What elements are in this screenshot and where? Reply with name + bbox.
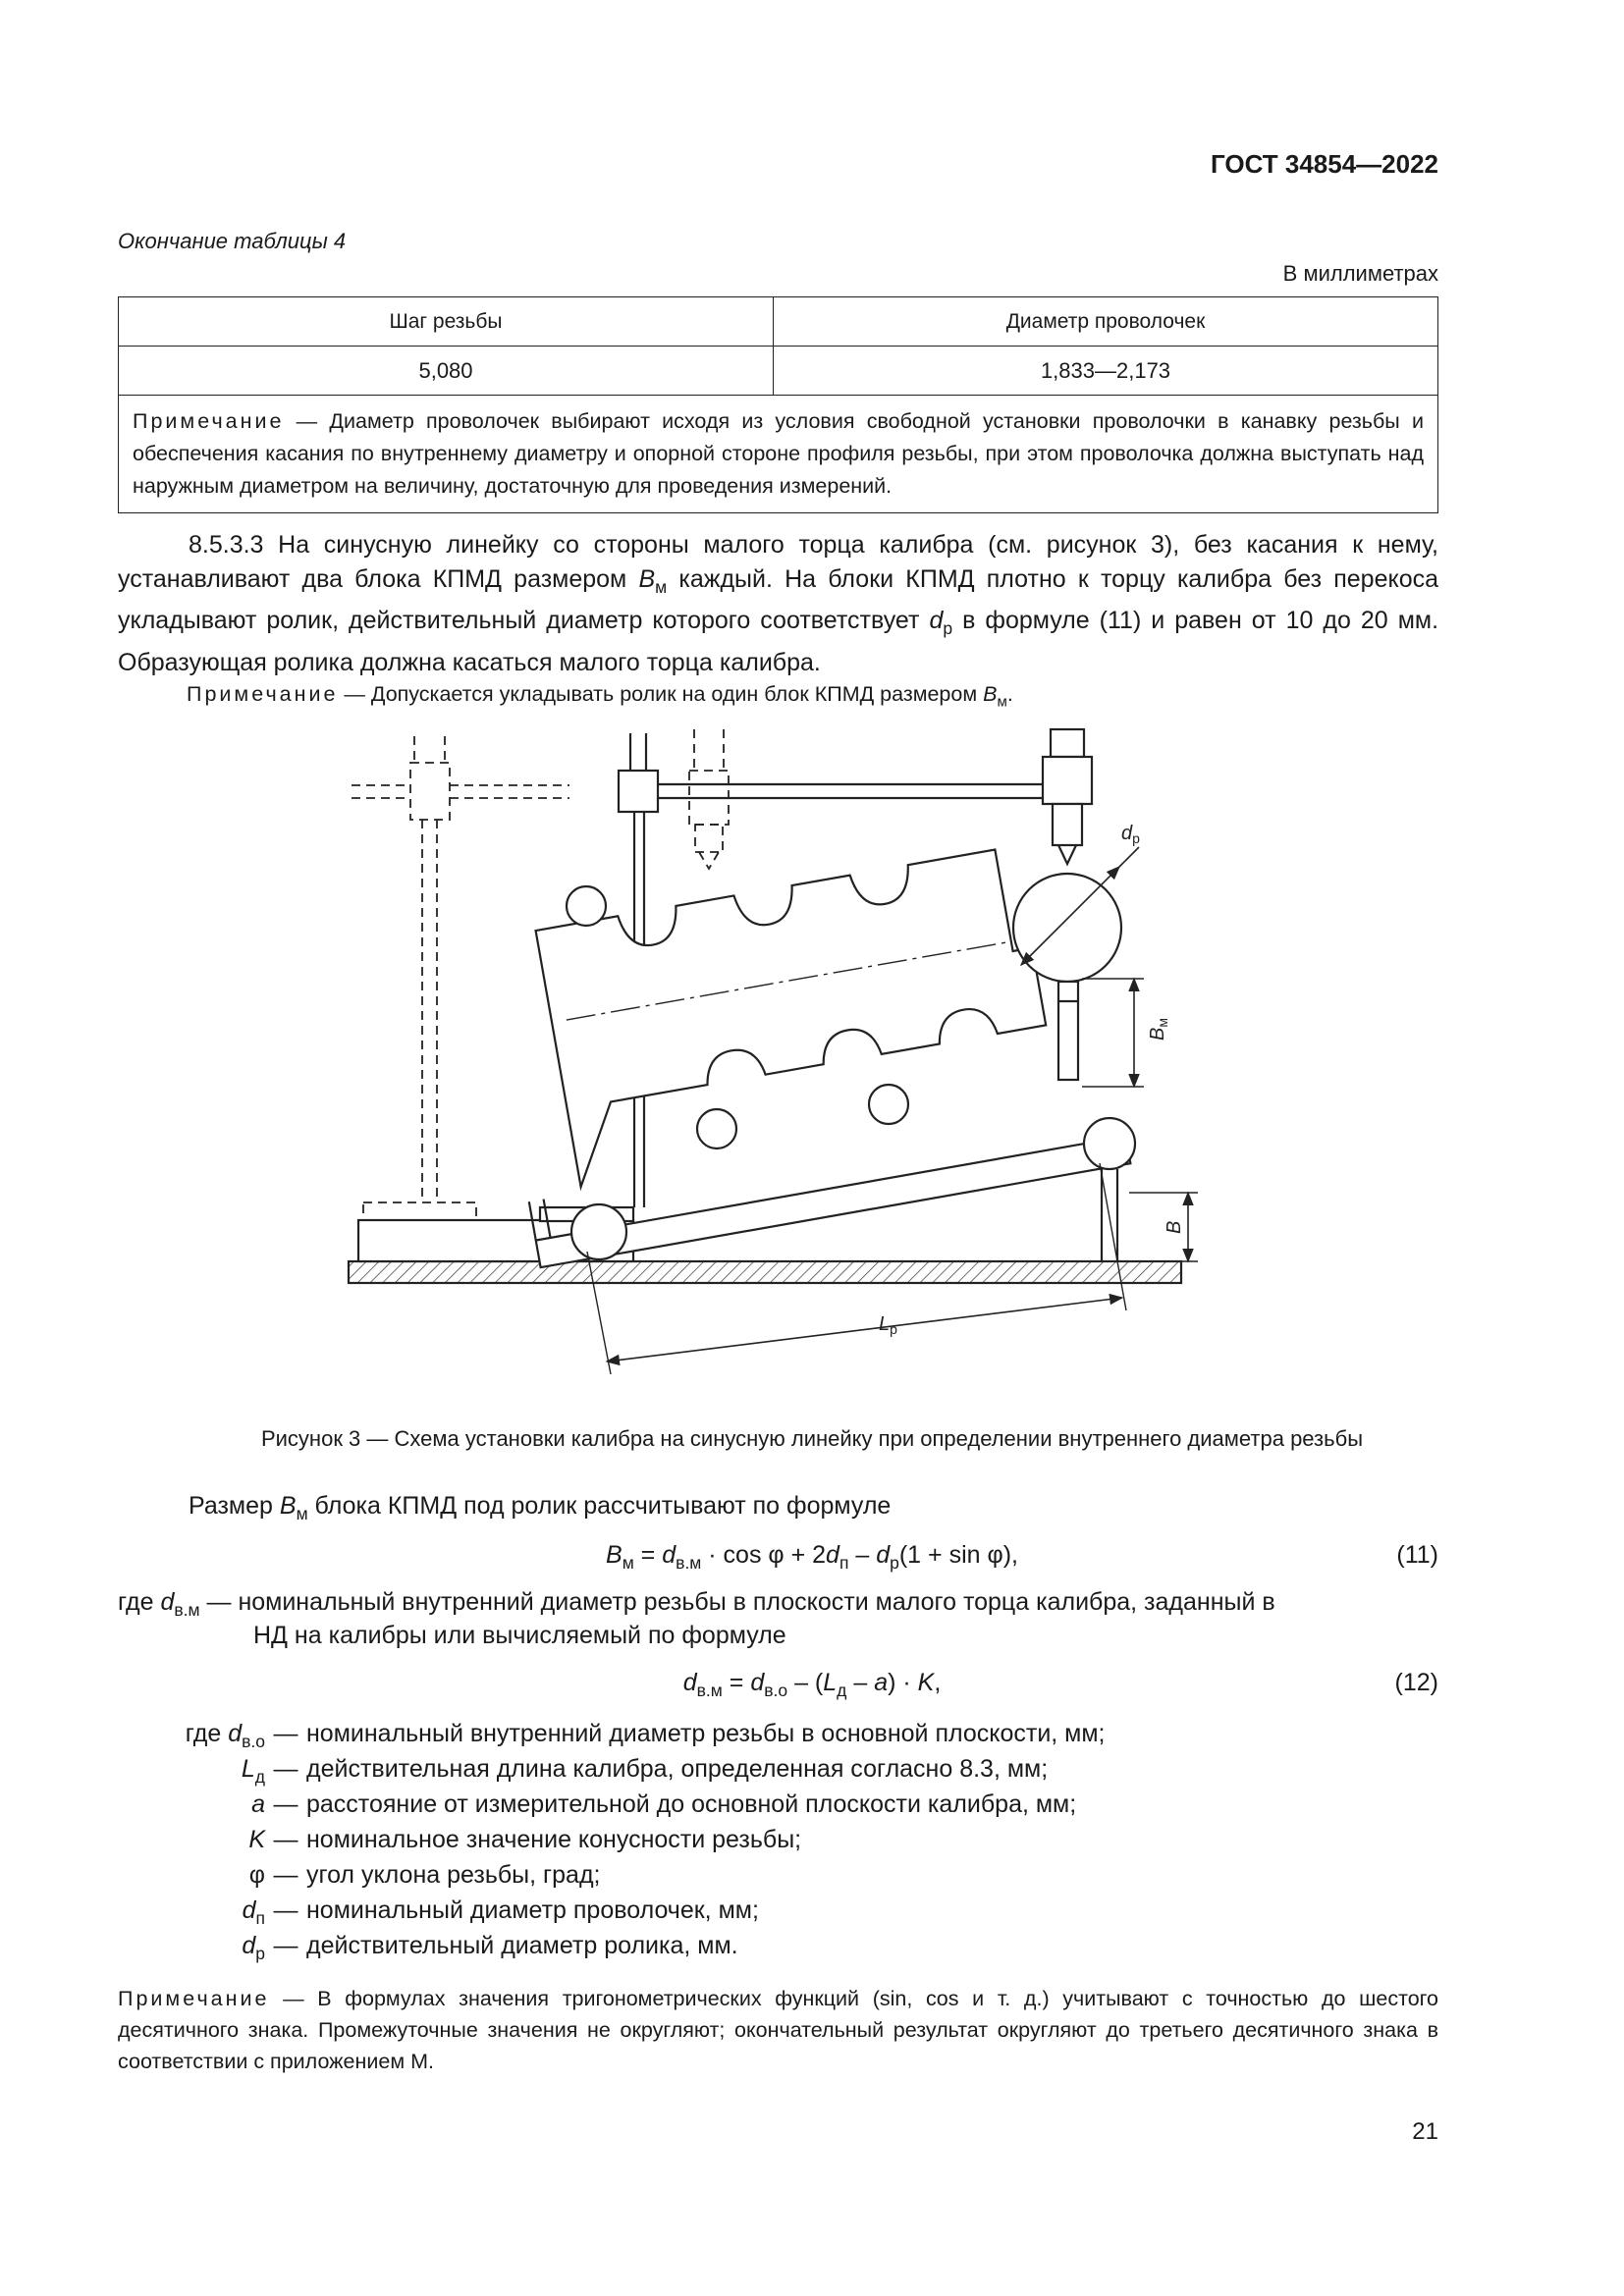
table-note bbox=[119, 396, 1438, 513]
paragraph-text: в формуле (11) и равен от 10 до 20 мм. Образующая ролика должна касаться малого торца калибра. bbox=[118, 607, 1439, 676]
page-number: 21 bbox=[1412, 2118, 1438, 2145]
text: Размер bbox=[189, 1492, 280, 1520]
def-row: $d_р$ — действительный диаметр ролика, мм. bbox=[118, 1932, 738, 1964]
formula-intro: Размер $B_м$ блока КПМД под ролик рассчитывают по формуле bbox=[189, 1492, 892, 1523]
label-dp: $d_р$ bbox=[1121, 823, 1140, 846]
note-roller: Примечание — Допускается укладывать ролик на один блок КПМД размером $B_м$. bbox=[187, 682, 1013, 711]
note-rounding bbox=[118, 1983, 1438, 2077]
table-header-cell: Диаметр проволочек bbox=[774, 297, 1438, 347]
table-units: В миллиметрах bbox=[1282, 261, 1438, 286]
def-text: номинальный внутренний диаметр резьбы в основной плоскости, мм; bbox=[306, 1720, 1106, 1747]
def-row: $d_п$ — номинальный диаметр проволочек, мм; bbox=[118, 1896, 759, 1929]
note-text: — Допускается укладывать ролик на один блок КПМД размером bbox=[338, 682, 984, 706]
def-row: где $d_{в.о}$ — номинальный внутренний диаметр резьбы в основной плоскости, мм; bbox=[118, 1720, 1106, 1752]
def-symbol: a bbox=[251, 1790, 265, 1818]
figure-caption: Рисунок 3 — Схема установки калибра на синусную линейку при определении внутреннего диаметра резьбы bbox=[260, 1426, 1364, 1451]
def-row: K — номинальное значение конусности резьбы; bbox=[118, 1826, 801, 1854]
paragraph-8-5-3-3: 8.5.3.3 На синусную линейку со стороны малого торца калибра (см. рисунок 3), без касания к нему, устанавливают два блока КПМД размером $B_м$ каждый. На блоки КПМД плотно к торцу калибра без перекоса укладывают ролик, действительный диаметр которого соответствует $d_р$ в формуле (11) и равен от 10 до 20 мм. Образующая ролика должна касаться малого торца калибра. bbox=[118, 531, 1439, 676]
label-lp: $L_р$ bbox=[879, 1313, 897, 1337]
def-text: номинальное значение конусности резьбы; bbox=[306, 1826, 802, 1853]
table-caption: Окончание таблицы 4 bbox=[118, 229, 347, 253]
def-text: действительный диаметр ролика, мм. bbox=[306, 1932, 738, 1959]
def-row: φ — угол уклона резьбы, град; bbox=[118, 1861, 601, 1890]
note-text: — Диаметр проволочек выбирают исходя из условия свободной установки проволочки в канавку резьбы и обеспечения касания по внутреннему диаметру и опорной стороне профиля резьбы, при этом проволочка должна выступать над наружным диаметром на величину, достаточную для проведения измерений. bbox=[133, 409, 1424, 498]
note-label: Примечание bbox=[187, 682, 339, 706]
note-label: Примечание bbox=[118, 1987, 270, 2010]
table-4 bbox=[118, 296, 1438, 513]
text: где bbox=[118, 1588, 161, 1616]
formula-11: $B_м = d_{в.м} \cdot \cos \varphi + 2d_п - d_р(1 + \sin \varphi)$, bbox=[606, 1541, 1018, 1573]
def-row: $L_д$ — действительная длина калибра, определенная согласно 8.3, мм; bbox=[118, 1755, 1048, 1788]
table-cell: 1,833—2,173 bbox=[774, 347, 1438, 396]
def-text: действительная длина калибра, определенная согласно 8.3, мм; bbox=[306, 1755, 1049, 1783]
def-symbol: $d_р$ bbox=[242, 1932, 265, 1963]
label-b: B bbox=[1164, 1220, 1185, 1234]
text: — номинальный внутренний диаметр резьбы в плоскости малого торца калибра, заданный в bbox=[199, 1588, 1275, 1616]
def-symbol: φ bbox=[248, 1861, 265, 1889]
def-text: расстояние от измерительной до основной плоскости калибра, мм; bbox=[306, 1790, 1077, 1818]
formula-11-number: (11) bbox=[1396, 1541, 1438, 1569]
figure-3-diagram bbox=[344, 721, 1198, 1409]
note-text: — В формулах значения тригонометрических функций (sin, cos и т. д.) учитывают с точностью до шестого десятичного знака. Промежуточные значения не округляют; окончательный результат округляют до третьего десятичного знака в соответствии с приложением М. bbox=[118, 1987, 1438, 2073]
def-text: угол уклона резьбы, град; bbox=[306, 1861, 601, 1889]
table-cell: 5,080 bbox=[119, 347, 774, 396]
where-dvm: где $d_{в.м}$ — номинальный внутренний диаметр резьбы в плоскости малого торца калибра, заданный в bbox=[118, 1588, 1275, 1620]
def-symbol: K bbox=[248, 1826, 265, 1853]
where-dvm-cont: НД на калибры или вычисляемый по формуле bbox=[253, 1622, 786, 1649]
def-row: a — расстояние от измерительной до основной плоскости калибра, мм; bbox=[118, 1790, 1076, 1819]
def-symbol: где $d_{в.о}$ bbox=[185, 1720, 265, 1751]
text: блока КПМД под ролик рассчитывают по формуле bbox=[307, 1492, 892, 1520]
formula-12: $d_{в.м} = d_{в.о} - (L_д - a) \cdot K$, bbox=[682, 1669, 942, 1700]
paragraph-text: 8.5.3.3 На синусную линейку со стороны малого торца калибра (см. рисунок 3), без касания к нему, устанавливают два блока КПМД размером bbox=[118, 531, 1438, 593]
def-text: номинальный диаметр проволочек, мм; bbox=[306, 1896, 759, 1924]
def-symbol: $L_д$ bbox=[241, 1755, 265, 1787]
paragraph-text: каждый. На блоки КПМД плотно к торцу калибра без перекоса укладывают ролик, действительный диаметр которого соответствует bbox=[118, 564, 1438, 634]
def-symbol: $d_п$ bbox=[242, 1896, 265, 1928]
formula-12-number: (12) bbox=[1394, 1669, 1438, 1696]
label-bm: $B_м$ bbox=[1147, 1018, 1170, 1041]
note-label: Примечание bbox=[133, 409, 285, 433]
table-header-cell: Шаг резьбы bbox=[119, 297, 774, 347]
document-header: ГОСТ 34854—2022 bbox=[1211, 149, 1438, 179]
